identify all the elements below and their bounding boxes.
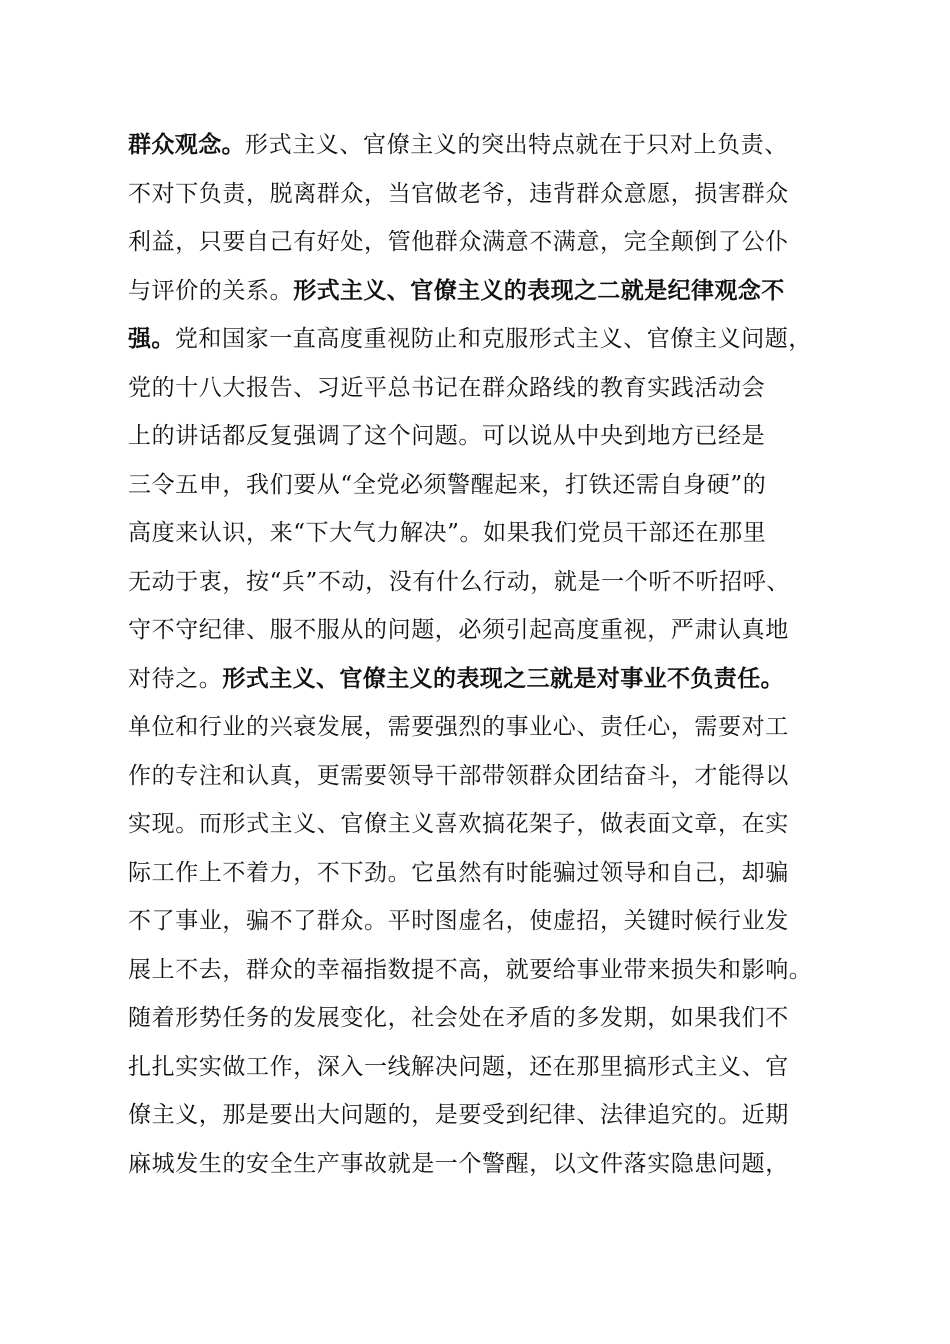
text-line xyxy=(128,752,828,801)
text-line xyxy=(128,606,828,655)
body-text: 高度来认识，来“下大气力解决”。如果我们党员干部还在那里 xyxy=(128,520,767,546)
body-text: 际工作上不着力，不下劲。它虽然有时能骗过领导和自己，却骗 xyxy=(128,859,789,886)
body-text: 僚主义，那是要出大问题的，是要受到纪律、法律追究的。近期 xyxy=(128,1102,789,1128)
body-text: 单位和行业的兴衰发展，需要强烈的事业心、责任心，需要对工 xyxy=(128,714,789,740)
text-line xyxy=(128,218,828,267)
emphasis-text: 形式主义、官僚主义的表现之二就是纪律观念不 xyxy=(293,277,785,304)
body-text: 上的讲话都反复强调了这个问题。可以说从中央到地方已经是 xyxy=(128,423,766,449)
text-line xyxy=(128,509,828,558)
body-text: 党和国家一直高度重视防止和克服形式主义、官僚主义问题， xyxy=(174,326,813,352)
body-text: 作的专注和认真，更需要领导干部带领群众团结奋斗，才能得以 xyxy=(128,762,789,789)
body-text: 形式主义、官僚主义的突出特点就在于只对上负责、 xyxy=(245,132,788,158)
body-text: 对待之。 xyxy=(128,665,223,692)
text-line xyxy=(128,461,828,510)
body-text: 党的十八大报告、习近平总书记在群众路线的教育实践活动会 xyxy=(128,374,766,401)
body-text: 三令五申，我们要从“全党必须警醒起来，打铁还需自身硬”的 xyxy=(128,471,767,498)
text-line xyxy=(128,1140,828,1189)
text-line xyxy=(128,703,828,752)
text-line xyxy=(128,1091,828,1140)
body-text: 不了事业，骗不了群众。平时图虚名，使虚招，关键时候行业发 xyxy=(128,908,789,934)
body-text: 利益，只要自己有好处，管他群众满意不满意，完全颠倒了公仆 xyxy=(128,229,789,255)
body-paragraph xyxy=(128,121,828,1188)
body-text: 麻城发生的安全生产事故就是一个警醒，以文件落实隐患问题， xyxy=(128,1150,789,1177)
body-text: 不对下负责，脱离群众，当官做老爷，违背群众意愿，损害群众 xyxy=(128,180,789,207)
body-text: 守不守纪律、服不服从的问题，必须引起高度重视，严肃认真地 xyxy=(128,617,789,643)
text-line xyxy=(128,315,828,364)
text-line xyxy=(128,946,828,995)
emphasis-text: 群众观念。 xyxy=(128,132,245,158)
text-line xyxy=(128,558,828,607)
body-text: 扎扎实实做工作，深入一线解决问题，还在那里搞形式主义、官 xyxy=(128,1053,789,1080)
body-text: 展上不去，群众的幸福指数提不高，就要给事业带来损失和影响。 xyxy=(128,956,813,983)
text-line xyxy=(128,121,828,170)
emphasis-text: 形式主义、官僚主义的表现之三就是对事业不负责任。 xyxy=(222,665,785,692)
body-text: 无动于衷，按“兵”不动，没有什么行动，就是一个听不听招呼、 xyxy=(128,568,790,595)
text-line xyxy=(128,655,828,704)
text-line xyxy=(128,170,828,219)
text-line xyxy=(128,849,828,898)
emphasis-text: 强。 xyxy=(128,326,175,352)
text-line xyxy=(128,267,828,316)
text-line xyxy=(128,994,828,1043)
text-line xyxy=(128,364,828,413)
body-text: 随着形势任务的发展变化，社会处在矛盾的多发期，如果我们不 xyxy=(128,1005,789,1031)
body-text: 实现。而形式主义、官僚主义喜欢搞花架子，做表面文章，在实 xyxy=(128,811,789,837)
text-line xyxy=(128,897,828,946)
text-line xyxy=(128,412,828,461)
text-line xyxy=(128,800,828,849)
body-text: 与评价的关系。 xyxy=(128,277,294,304)
text-line xyxy=(128,1043,828,1092)
